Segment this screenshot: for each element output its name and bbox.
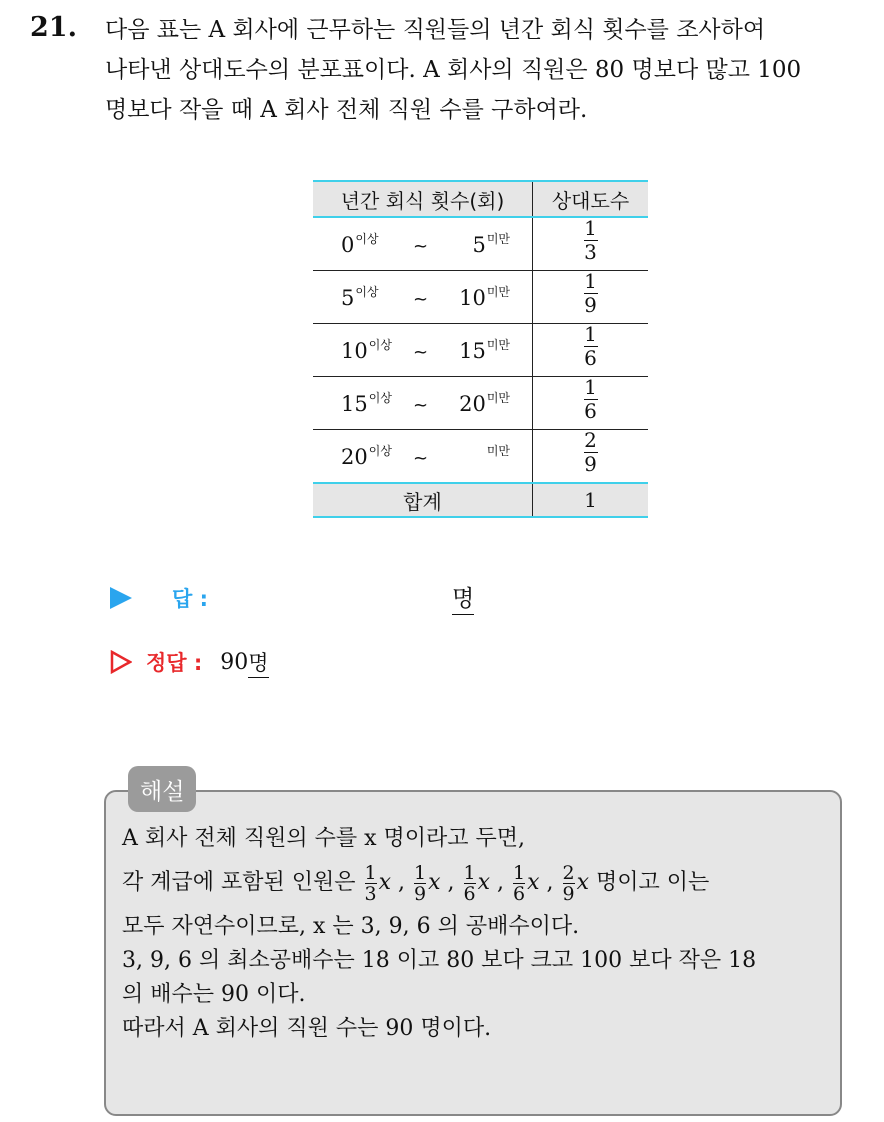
solution-label: 정답 : [146,651,203,675]
interval-tilde: ~ [413,448,429,469]
table-row [313,218,648,271]
relative-frequency [533,271,648,323]
question-text [105,10,865,130]
solution-value: 90 [220,649,249,675]
inline-fraction: $\frac{2}{9}$ [562,861,575,905]
interval-low: $0^{이상}$ [341,232,379,257]
inline-fraction: $\frac{1}{3}$ [364,861,377,905]
fraction: 2 9 [584,428,597,476]
interval-low: $10^{이상}$ [341,338,392,363]
frequency-table [313,180,648,518]
table-row [313,271,648,324]
class-interval [313,430,533,482]
total-label: 합계 [313,484,533,516]
interval-high: $20^{미만}$ [459,391,510,416]
table-row [313,324,648,377]
explanation-line: 모두 자연수이므로, x 는 3, 9, 6 의 공배수이다. [122,914,580,939]
class-interval [313,271,533,323]
relative-frequency [533,430,648,482]
table-row [313,377,648,430]
class-interval [313,324,533,376]
answer-label: 답 : [172,587,208,611]
interval-high: $5^{미만}$ [472,232,510,257]
question-line: 명보다 작을 때 A 회사 전체 직원 수를 구하여라. [105,97,588,123]
inline-fraction: $\frac{1}{6}$ [463,861,476,905]
answer-line [110,578,475,618]
explanation-line: 따라서 A 회사의 직원 수는 90 명이다. [122,1016,492,1041]
header-count: 년간 회식 횟수(회) [313,182,533,216]
relative-frequency [533,324,648,376]
relative-frequency [533,377,648,429]
play-icon [110,587,132,609]
question-line: 다음 표는 A 회사에 근무하는 직원들의 년간 회식 횟수를 조사하여 [105,17,766,43]
interval-low: $15^{이상}$ [341,391,392,416]
interval-tilde: ~ [413,236,429,257]
explanation-line: A 회사 전체 직원의 수를 x 명이라고 두면, [122,826,526,851]
solution-line [110,642,269,682]
explanation-tag: 해설 [128,766,196,812]
table-total-row [313,482,648,518]
table-row [313,430,648,482]
relative-frequency [533,218,648,270]
inline-fraction: $\frac{1}{6}$ [513,861,526,905]
interval-low: $20^{이상}$ [341,444,392,469]
interval-tilde: ~ [413,342,429,363]
explanation-text [122,822,832,1046]
class-interval [313,377,533,429]
explanation-line: 3, 9, 6 의 최소공배수는 18 이고 80 보다 크고 100 보다 작은 18 [122,948,757,973]
explanation-line-fractions: 각 계급에 포함된 인원은 $\frac{1}{3}$ x , $\frac{1}{9}$ x , $\frac{1}{6}$ x , $\frac{1}{6}$ x , $\frac{2}{9}$ x 명이고 이는 [122,861,710,905]
header-relative-frequency: 상대도수 [551,188,630,213]
outline-triangle-icon [110,650,132,674]
interval-high: 미만 [486,444,510,458]
fraction: 1 6 [584,375,597,423]
fraction: 1 6 [584,322,597,370]
fraction: 1 9 [584,269,597,317]
class-interval [313,218,533,270]
interval-tilde: ~ [413,289,429,310]
answer-input[interactable]: 명 [452,580,474,615]
interval-high: $15^{미만}$ [459,338,510,363]
question-line: 나타낸 상대도수의 분포표이다. A 회사의 직원은 80 명보다 많고 100 [105,57,802,83]
inline-fraction: $\frac{1}{9}$ [414,861,427,905]
solution-unit: 명 [248,647,268,678]
explanation-line: 의 배수는 90 이다. [122,982,306,1007]
interval-tilde: ~ [413,395,429,416]
interval-low: $5^{이상}$ [341,285,379,310]
interval-high: $10^{미만}$ [459,285,510,310]
fraction: 1 3 [584,216,597,264]
total-value: 1 [584,488,597,512]
table-header [313,180,648,218]
question-number: 21. [30,12,77,43]
